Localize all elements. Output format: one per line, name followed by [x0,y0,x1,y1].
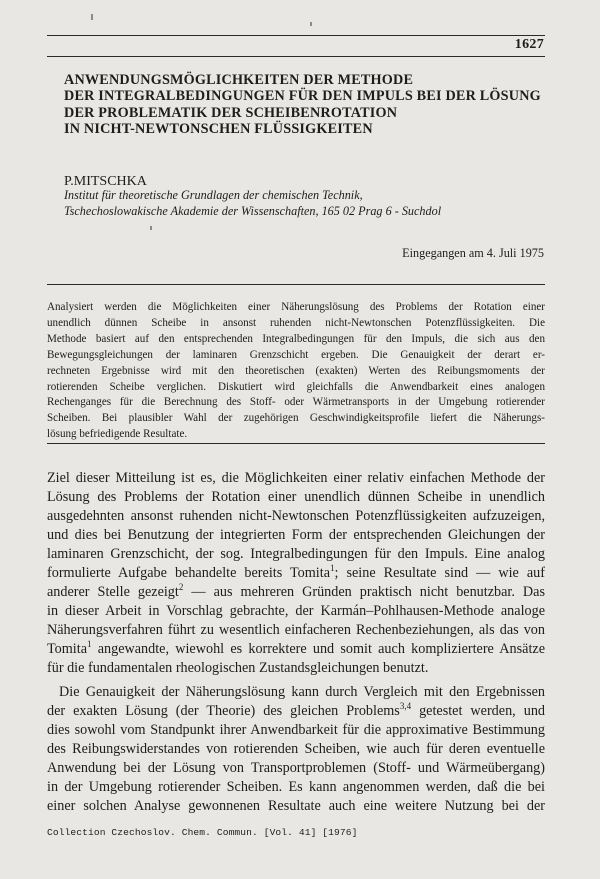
affiliation-line: Institut für theoretische Grundlagen der chemischen Technik, [64,188,363,202]
text-line: dies sowohl vom Standpunkt ihrer Anwendbarkeit für die approximative Bestimmung [47,721,545,738]
paragraph [47,469,545,679]
abstract-line: rotierenden Scheibe verglichen. Diskutiert wird gleichfalls die Anwendbarkeit eines analogen [47,380,545,393]
abstract-line: rechneten Ergebnisse wird mit den theoretischen (exakten) Werten des Reibungsmoments der [47,364,545,377]
abstract-line: Scheiben. Bei plausibler Wahl der zugehörigen Geschwindigkeitsprofile liefert die Näherungs- [47,412,545,425]
top-rule [47,35,545,36]
abstract-line: Bewegungsgleichungen der laminaren Grenzschicht ergeben. Die Genauigkeit der derart er- [47,348,545,361]
abstract-line: Rechenganges für die Berechnung des Stoff- oder Wärmetransports in der Umgebung rotierender [47,396,545,409]
text-line: Ziel dieser Mitteilung ist es, die Möglichkeiten einer relativ einfachen Methode der [47,470,545,486]
journal-footer: Collection Czechoslov. Chem. Commun. [Vol. 41] [1976] [47,827,358,838]
author-affiliation [64,187,441,219]
received-date: Eingegangen am 4. Juli 1975 [402,246,544,260]
scan-speck [310,22,312,26]
title-line: IN NICHT-NEWTONSCHEN FLÜSSIGKEITEN [64,120,373,137]
text-line: und dies bei Benutzung der integrierten Form der entsprechenden Gleichungen der [47,527,545,544]
text-line: für die fundamentalen rheologischen Zustandsgleichungen benutzt. [47,660,429,677]
scan-speck [91,14,93,20]
abstract-line: Analysiert werden die Möglichkeiten einer Näherungslösung des Problems der Rotation einer [47,301,545,313]
article-body [47,469,545,816]
scan-speck [150,226,152,230]
paragraph [47,683,545,816]
text-line: in der Umgebung rotierender Scheiben. Es kann angenommen werden, daß die bei [47,778,545,795]
text-line: Näherungsverfahren führt zu wesentlich einfacheren Rechenbeziehungen, als das von [47,622,545,639]
abstract-top-rule [47,284,545,285]
text-line: ausgedehnten ansonst ruhenden nicht-Newtonschen Potenzflüssigkeiten aufzuzeigen, [47,508,545,525]
text-line: laminaren Grenzschicht, der sog. Integralbedingungen für den Impuls. Eine analog [47,546,545,563]
text-line: der exakten Lösung (der Theorie) des gleichen Problems$^{3,4}$ getestet werden, und [47,700,546,719]
abstract-line: unendlich dünnen Scheibe in ansonst ruhenden nicht-Newtonschen Potenzflüssigkeiten. Die [47,316,545,329]
title-line: ANWENDUNGSMÖGLICHKEITEN DER METHODE [64,72,414,88]
text-line: anderer Stelle gezeigt$^2$ — aus mehreren Gründen praktisch nicht benutzbar. Das [47,582,545,601]
abstract [47,300,545,443]
citation-marker: 1 [330,563,335,574]
text-line: in dieser Arbeit in Vorschlag gebrachte, der Karmán–Pohlhausen-Methode analoge [47,603,545,620]
text-line: Anwendung bei der Lösung von Transportproblemen (Stoff- und Wärmeübergang) [47,759,545,776]
header-rule [47,56,545,57]
abstract-line: lösung befriedigende Resultate. [47,428,188,441]
title-line: DER PROBLEMATIK DER SCHEIBENROTATION [64,104,398,121]
text-line: Die Genauigkeit der Näherungslösung kann durch Vergleich mit den Ergebnissen [59,683,545,700]
citation-marker: 2 [178,582,184,593]
article-title [64,72,544,137]
affiliation-line: Tschechoslowakische Akademie der Wissenschaften, 165 02 Prag 6 - Suchdol [64,204,442,218]
citation-marker: 1 [87,639,92,650]
citation-marker: 3,4 [399,700,412,711]
text-line: Tomita$^1$ angewandte, wiewohl es korrektere und somit auch kompliziertere Ansätze [47,639,545,658]
page-number: 1627 [514,37,544,52]
abstract-bottom-rule [47,443,545,444]
text-line: formulierte Aufgabe behandelte bereits Tomita$^1$; seine Resultate sind — wie auf [47,563,546,582]
text-line: Lösung des Problems der Rotation einer unendlich dünnen Scheibe in unendlich [47,489,545,506]
author-name: P.MITSCHKA [64,174,147,189]
text-line: des Reibungswiderstandes von rotierenden Scheiben, wie auch für deren eventuelle [47,740,545,757]
title-line: DER INTEGRALBEDINGUNGEN FÜR DEN IMPULS BEI DER LÖSUNG [64,88,541,105]
abstract-line: Methode basiert auf den entsprechenden Integralbedingungen für den Impuls, die sich aus den [47,332,545,345]
text-line: einer solchen Analyse gewonnenen Resultate auch eine weitere Nutzung bei der [47,797,545,814]
